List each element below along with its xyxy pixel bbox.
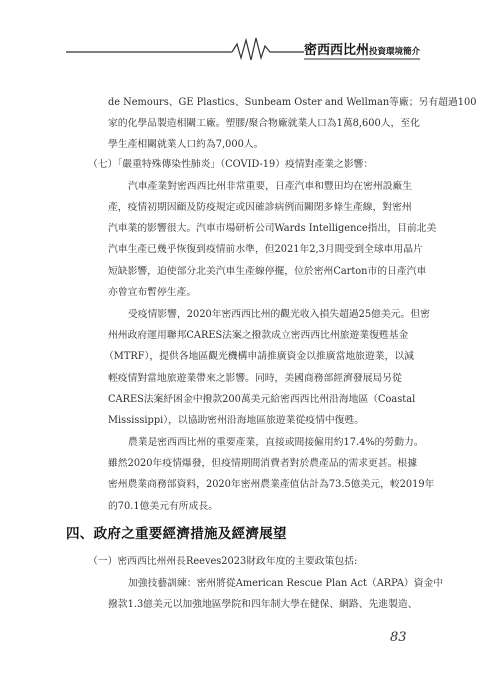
header-title-main: 密西西比州 — [304, 43, 370, 58]
paragraph-line: 汽車生產已幾乎恢復到疫情前水準，但2021年2,3月間受到全球車用晶片 — [108, 244, 423, 255]
paragraph-line: 農業是密西西比州的重要產業，直接或間接僱用約17.4%的勞動力。 — [128, 437, 424, 448]
paragraph-line: CARES法案紓困金中撥款200萬美元給密西西比州沿海地區（Coastal — [108, 394, 416, 405]
section-heading: 四、政府之重要經濟措施及經濟展望 — [66, 526, 287, 542]
page-header — [0, 0, 480, 60]
paragraph-line: 撥款1.3億美元以加強地區學院和四年制大學在健保、網路、先進製造、 — [108, 599, 418, 610]
paragraph-line: 受疫情影響，2020年密西西比州的觀光收入損失超過25億美元。但密 — [128, 309, 430, 320]
page-number: 83 — [390, 630, 407, 645]
paragraph-line: 雖然2020年疫情爆發，但疫情期間消費者對於農產品的需求更甚。根據 — [108, 458, 418, 469]
paragraph-line: 汽車業的影響很大。汽車市場研析公司Wards Intelligence指出，目前北美 — [108, 223, 437, 234]
paragraph-line: 短缺影響，迫使部分北美汽車生產線停擺，位於密州Carton市的日產汽車 — [108, 266, 427, 277]
paragraph-line: Mississippi），以協助密州沿海地區旅遊業從疫情中復甦。 — [108, 415, 365, 426]
header-title — [304, 39, 420, 59]
paragraph-line: 加強技藝訓練：密州將從American Rescue Plan Act（ARPA）資金中 — [128, 578, 444, 589]
paragraph-line: 家的化學品製造相關工廠。塑膠/聚合物廠就業人口為1萬8,600人，至化 — [108, 118, 420, 129]
paragraph-line: 亦曾宣布暫停生產。 — [108, 287, 197, 298]
paragraph-line: de Nemours、GE Plastics、Sunbeam Oster and Wellman等廠；另有超過100 — [108, 97, 477, 108]
paragraph-line: 汽車產業對密西西比州非常重要，日產汽車和豐田均在密州設廠生 — [128, 181, 413, 192]
paragraph-line: （MTRF），提供各地區觀光機構申請推廣資金以推廣當地旅遊業，以減 — [104, 351, 414, 362]
paragraph-line: 產，疫情初期因顧及防疫規定或因確診病例而關閉多條生產線，對密州 — [108, 202, 412, 213]
paragraph-line: 學生產相關就業人口約為7,000人。 — [108, 139, 264, 150]
paragraph-line: 輕疫情對當地旅遊業帶來之影響。同時，美國商務部經濟發展局另從 — [108, 373, 402, 384]
subsection-heading: （一）密西西比州州長Reeves2023財政年度的主要政策包括: — [88, 556, 358, 567]
subsection-heading: （七）「嚴重特殊傳染性肺炎」（COVID-19）疫情對產業之影響： — [88, 159, 374, 170]
paragraph-line: 的70.1億美元有所成長。 — [108, 501, 218, 512]
paragraph-line: 密州農業商務部資料，2020年密州農業產值估計為73.5億美元，較2019年 — [108, 479, 435, 490]
paragraph-line: 州州政府運用聯邦CARES法案之撥款成立密西西比州旅遊業復甦基金 — [108, 330, 409, 341]
header-title-sub: 投資環境簡介 — [369, 47, 421, 57]
